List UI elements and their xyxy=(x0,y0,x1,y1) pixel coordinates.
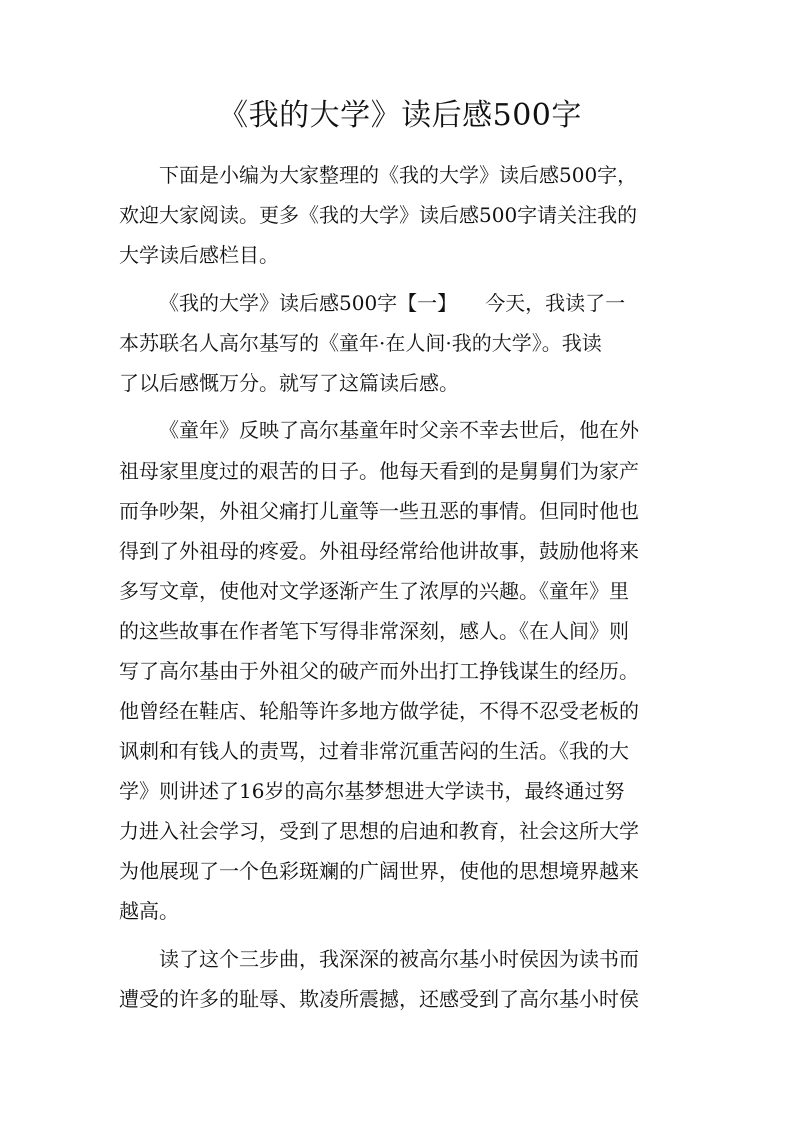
text-fragment: 今天，我读了一 xyxy=(485,291,626,315)
document-title: 《我的大学》读后感500字 xyxy=(218,98,582,133)
text-line: 祖母家里度过的艰苦的日子。他每天看到的是舅舅们为家产 xyxy=(119,459,639,483)
text-line: 他曾经在鞋店、轮船等许多地方做学徒，不得不忍受老板的 xyxy=(119,699,639,723)
text-line: 力进入社会学习，受到了思想的启迪和教育，社会这所大学 xyxy=(119,819,639,843)
text-line: 学》则讲述了16岁的高尔基梦想进大学读书，最终通过努 xyxy=(119,779,625,803)
text-line: 《童年》反映了高尔基童年时父亲不幸去世后，他在外 xyxy=(159,418,639,442)
text-line: 为他展现了一个色彩斑斓的广阔世界，使他的思想境界越来 xyxy=(119,859,639,883)
text-line: 得到了外祖母的疼爱。外祖母经常给他讲故事，鼓励他将来 xyxy=(119,539,639,563)
text-line: 遭受的许多的耻辱、欺凌所震撼，还感受到了高尔基小时侯 xyxy=(119,987,639,1011)
text-line: 下面是小编为大家整理的《我的大学》读后感500字， xyxy=(159,163,638,187)
text-line: 了以后感慨万分。就写了这篇读后感。 xyxy=(119,371,459,395)
text-line: 越高。 xyxy=(119,899,179,923)
text-line: 大学读后感栏目。 xyxy=(119,243,279,267)
text-line: 本苏联名人高尔基写的《童年·在人间·我的大学》。我读 xyxy=(119,331,602,355)
text-line: 讽刺和有钱人的责骂，过着非常沉重苦闷的生活。《我的大 xyxy=(119,739,629,763)
section-heading-line xyxy=(159,288,625,318)
text-line: 的这些故事在作者笔下写得非常深刻，感人。《在人间》则 xyxy=(119,619,629,643)
section-heading: 《我的大学》读后感500字【一】 xyxy=(159,291,458,315)
text-line: 欢迎大家阅读。更多《我的大学》读后感500字请关注我的 xyxy=(119,203,638,227)
text-line: 而争吵架，外祖父痛打儿童等一些丑恶的事情。但同时他也 xyxy=(119,499,639,523)
text-line: 读了这个三步曲，我深深的被高尔基小时侯因为读书而 xyxy=(159,947,639,971)
text-line: 写了高尔基由于外祖父的破产而外出打工挣钱谋生的经历。 xyxy=(119,659,639,683)
text-line: 多写文章，使他对文学逐渐产生了浓厚的兴趣。《童年》里 xyxy=(119,579,629,603)
